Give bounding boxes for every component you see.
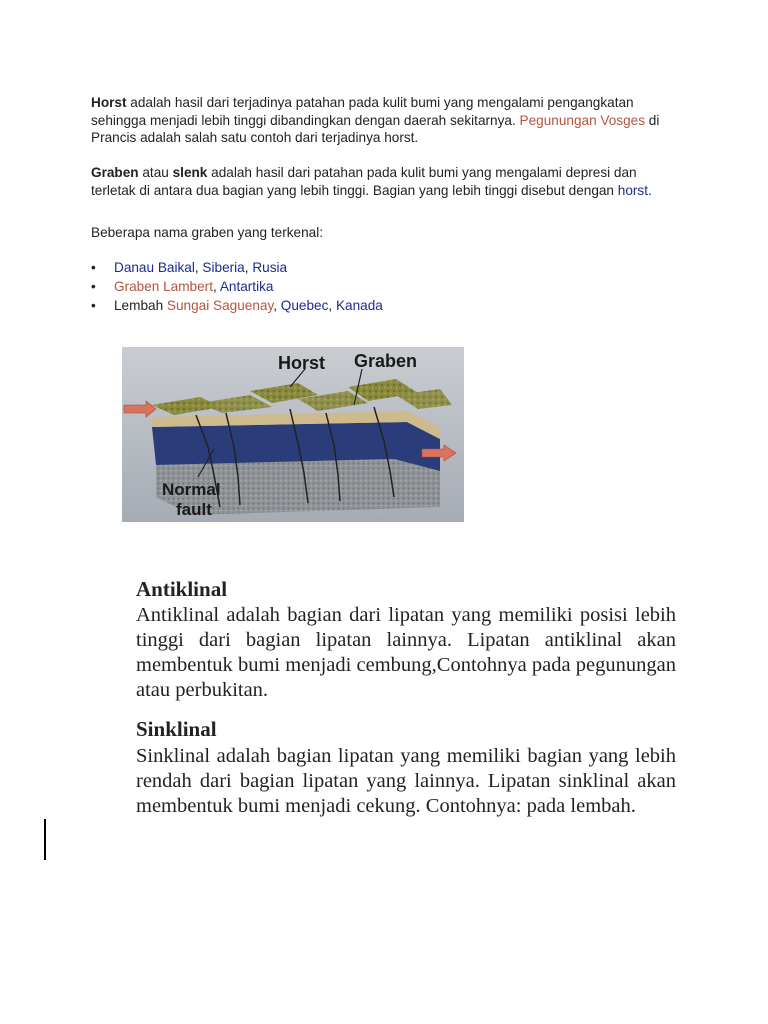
antiklinal-body: Antiklinal adalah bagian dari lipatan yang memiliki posisi lebih tinggi dari bagian lipatan lainnya. Lipatan antiklinal akan membentuk bumi menjadi cembung,Contohnya pada pegunungan atau perbukitan. xyxy=(136,604,676,701)
link-pegunungan-vosges[interactable]: Pegunungan Vosges xyxy=(519,112,645,128)
horst-text-2: di Prancis adalah salah satu contoh dari terjadinya horst. xyxy=(91,112,660,145)
list-item xyxy=(91,258,383,277)
bullet: • xyxy=(91,260,96,275)
graben-term: Graben xyxy=(91,165,139,180)
list-item xyxy=(91,296,383,315)
link-danau-baikal[interactable]: Danau Baikal xyxy=(114,260,195,275)
slenk-term: slenk xyxy=(172,165,208,180)
list-item-text: , xyxy=(244,260,253,275)
link-kanada[interactable]: Kanada xyxy=(335,298,383,313)
link-quebec[interactable]: Quebec xyxy=(280,298,329,313)
graben-paragraph xyxy=(91,164,681,199)
horst-paragraph xyxy=(91,94,681,147)
graben-text-2: adalah hasil dari patahan pada kulit bumi yang mengalami depresi dan terletak di antara dua bagian yang lebih tinggi. Bagian yang lebih tinggi disebut dengan xyxy=(91,165,637,198)
graben-text-3: . xyxy=(648,182,652,198)
graben-text-1: atau xyxy=(138,165,173,180)
graben-list xyxy=(91,258,383,315)
antiklinal-heading: Antiklinal xyxy=(136,577,228,601)
text-cursor xyxy=(44,819,46,860)
horst-term: Horst xyxy=(91,95,127,110)
list-item xyxy=(91,277,383,296)
list-item-text: , xyxy=(273,298,281,313)
link-graben-lambert[interactable]: Graben Lambert xyxy=(114,279,213,294)
sinklinal-body: Sinklinal adalah bagian lipatan yang memiliki bagian yang lebih rendah dari bagian lipatan yang lainnya. Lipatan sinklinal akan membentuk bumi menjadi cekung. Contohnya: pada lembah. xyxy=(136,745,676,817)
list-item-text: , xyxy=(328,298,336,313)
link-sungai-saguenay[interactable]: Sungai Saguenay xyxy=(166,298,274,313)
label-fault: fault xyxy=(176,500,212,519)
link-horst[interactable]: horst xyxy=(617,182,649,198)
sinklinal-heading: Sinklinal xyxy=(136,717,217,741)
list-item-text: , xyxy=(213,279,220,294)
label-horst: Horst xyxy=(278,353,326,373)
bullet: • xyxy=(91,298,96,313)
label-normal: Normal xyxy=(162,480,221,499)
graben-list-intro: Beberapa nama graben yang terkenal: xyxy=(91,225,324,240)
link-siberia[interactable]: Siberia xyxy=(202,260,245,275)
list-item-text: Lembah xyxy=(114,298,167,313)
horst-text-1: adalah hasil dari terjadinya patahan pada kulit bumi yang mengalami pengangkatan sehingga menjadi lebih tinggi dibandingkan dengan daerah sekitarnya. xyxy=(91,95,634,128)
list-item-text: , xyxy=(194,260,203,275)
link-antartika[interactable]: Antartika xyxy=(219,279,274,294)
link-rusia[interactable]: Rusia xyxy=(252,260,288,275)
horst-graben-diagram xyxy=(122,347,464,522)
bullet: • xyxy=(91,279,96,294)
label-graben: Graben xyxy=(354,351,418,371)
